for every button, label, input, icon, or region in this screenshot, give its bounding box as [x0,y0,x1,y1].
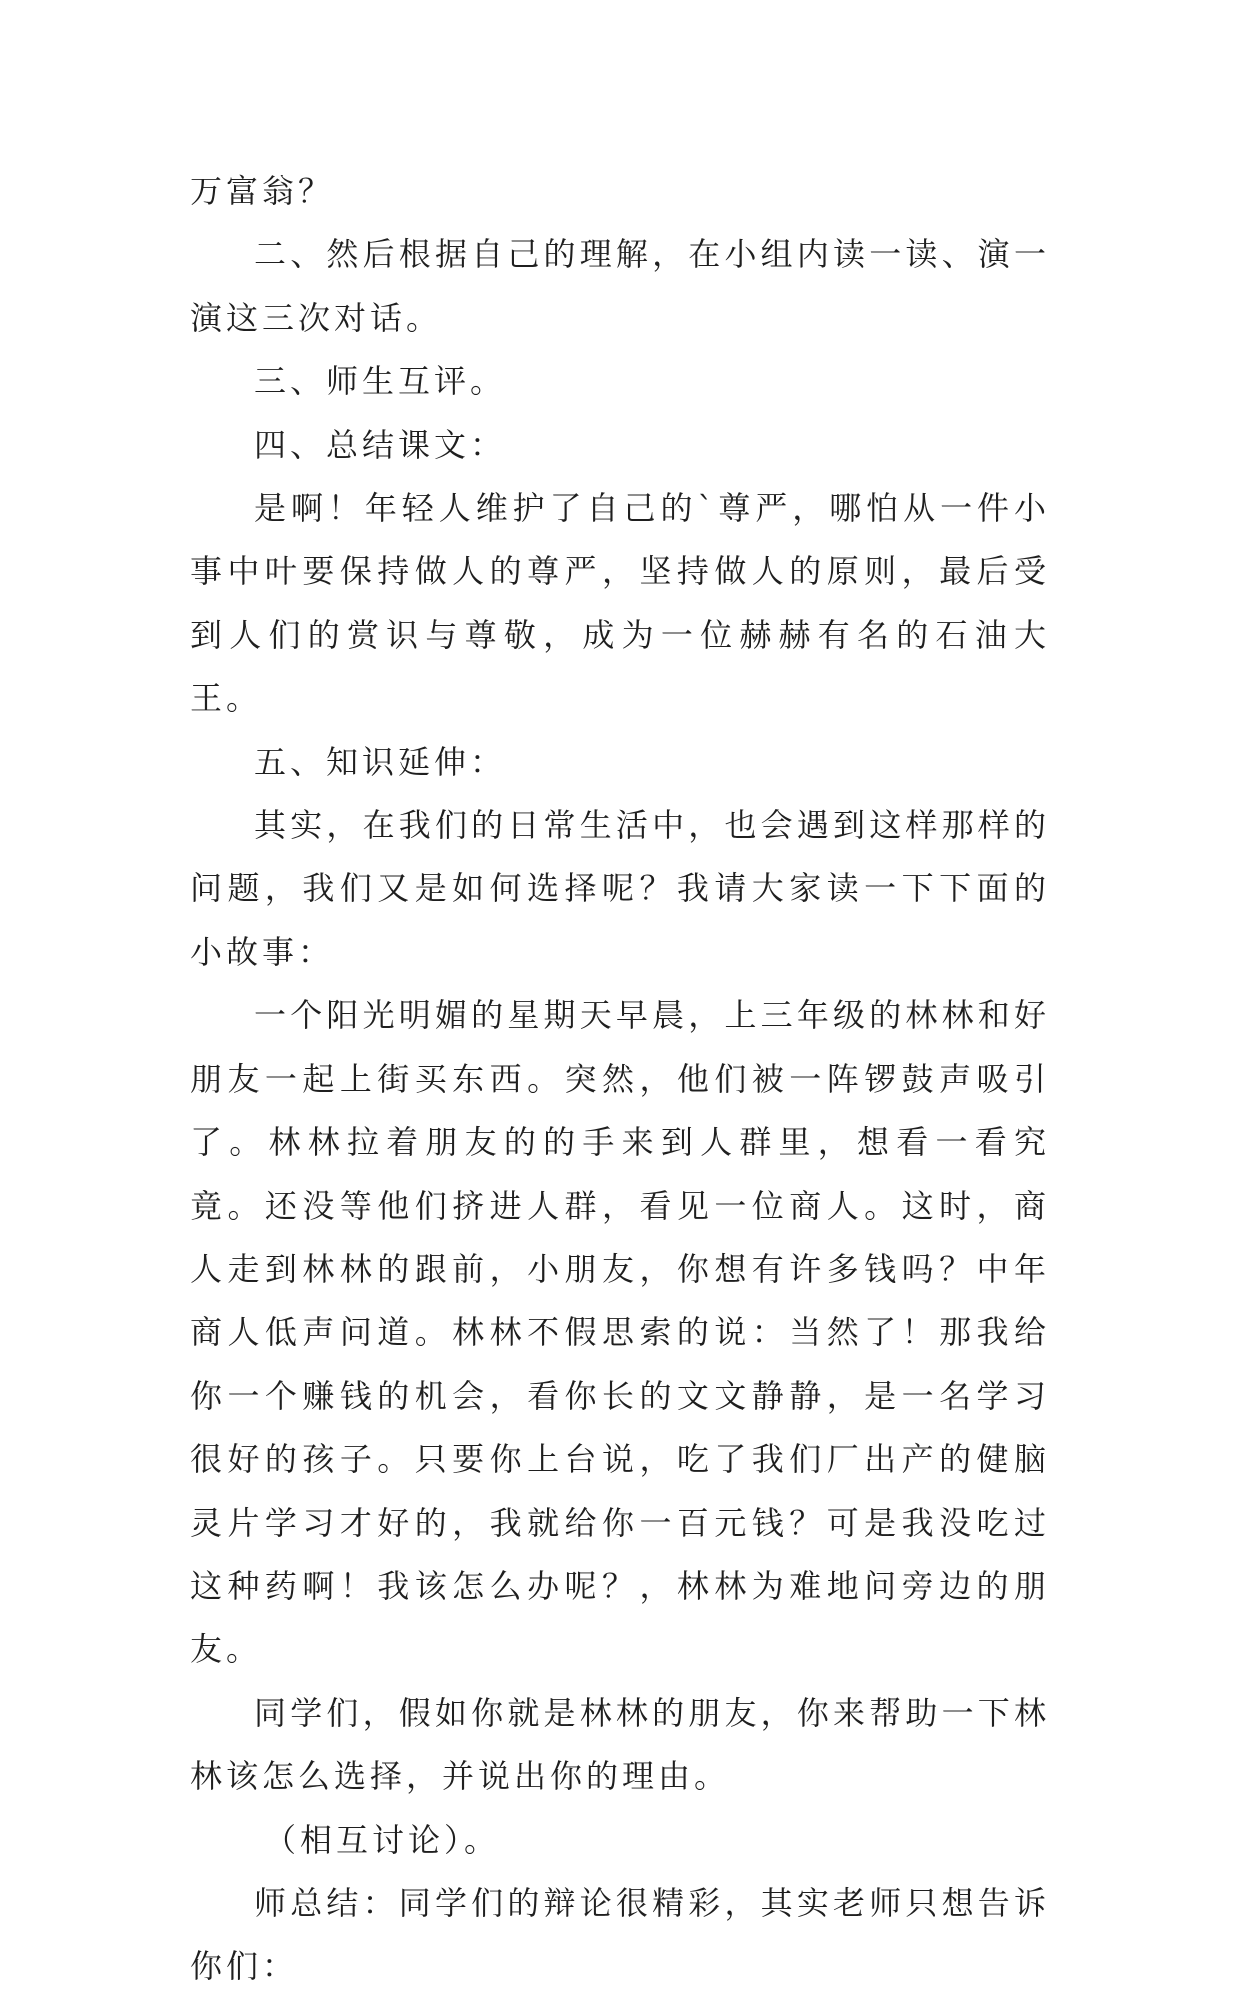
paragraph-teacher-summary: 师总结：同学们的辩论很精彩，其实老师只想告诉你们： [190,1883,1050,1986]
paragraph-step-three: 三、师生互评。 [254,362,507,401]
paragraph-story: 一个阳光明媚的星期天早晨，上三年级的林林和好朋友一起上街买东西。突然，他们被一阵锣鼓声吸引了。林林拉着朋友的的手来到人群里，想看一看究竟。还没等他们挤进人群，看见一位商人。这时，商人走到林林的跟前，小朋友，你想有许多钱吗？中年商人低声问道。林林不假思索的说：当然了！那我给你一个赚钱的机会，看你长的文文静静，是一名学习很好的孩子。只要你上台说，吃了我们厂出产的健脑灵片学习才好的，我就给你一百元钱？可是我没吃过这种药啊！我该怎么办呢？，林林为难地问旁边的朋友。 [190,996,1050,1669]
document-body [190,160,1050,1999]
paragraph-continuation: 万富翁？ [190,172,335,210]
paragraph-step-four: 四、总结课文： [254,425,507,464]
paragraph-summary: 是啊！年轻人维护了自己的`尊严，哪怕从一件小事中叶要保持做人的尊严，坚持做人的原则，最后受到人们的赏识与尊敬，成为一位赫赫有名的石油大王。 [190,489,1050,718]
paragraph-step-two: 二、然后根据自己的理解，在小组内读一读、演一演这三次对话。 [190,235,1050,337]
paragraph-discussion: （相互讨论）。 [264,1820,501,1859]
paragraph-step-five: 五、知识延伸： [254,742,507,781]
paragraph-extension-intro: 其实，在我们的日常生活中，也会遇到这样那样的问题，我们又是如何选择呢？我请大家读一下下面的小故事： [190,806,1050,971]
paragraph-question: 同学们，假如你就是林林的朋友，你来帮助一下林林该怎么选择，并说出你的理由。 [190,1693,1050,1796]
